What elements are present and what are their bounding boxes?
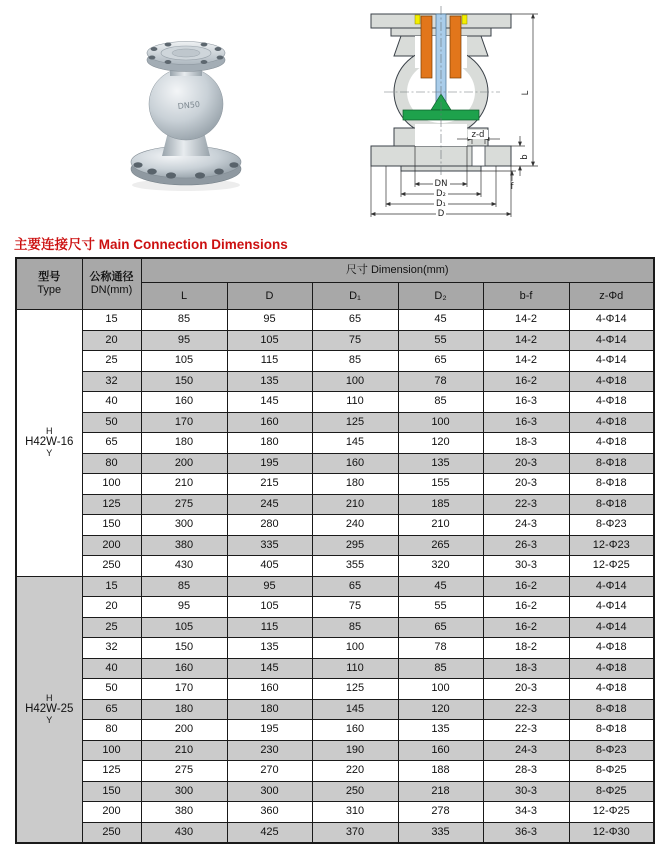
dim-cell: 14-2	[483, 351, 569, 372]
dim-cell: 16-2	[483, 597, 569, 618]
dn-cell: 32	[82, 371, 141, 392]
dim-cell: 30-3	[483, 556, 569, 577]
dim-cell: 210	[141, 474, 227, 495]
dn-cell: 40	[82, 658, 141, 679]
dim-cell: 12-Φ25	[569, 802, 654, 823]
dn-cell: 200	[82, 802, 141, 823]
dn-cell: 50	[82, 679, 141, 700]
dim-cell: 335	[227, 535, 312, 556]
dim-cell: 195	[227, 453, 312, 474]
dim-cell: 4-Φ14	[569, 576, 654, 597]
table-row	[16, 658, 654, 679]
table-wrap	[15, 257, 655, 844]
dn-cell: 20	[82, 330, 141, 351]
dim-cell: 78	[398, 638, 483, 659]
dim-cell: 210	[312, 494, 398, 515]
table-row	[16, 781, 654, 802]
dim-cell: 110	[312, 658, 398, 679]
dim-cell: 220	[312, 761, 398, 782]
dim-cell: 95	[227, 576, 312, 597]
col-header-type-en: Type	[37, 284, 62, 296]
dim-cell: 24-3	[483, 515, 569, 536]
dim-cell: 115	[227, 351, 312, 372]
valve-diagram-svg	[364, 4, 556, 222]
dim-cell: 195	[227, 720, 312, 741]
dim-cell: 335	[398, 822, 483, 843]
page-title	[14, 233, 288, 253]
dimension-table-body	[16, 310, 654, 844]
dim-label-b: b	[520, 154, 530, 160]
dim-cell: 215	[227, 474, 312, 495]
table-row	[16, 576, 654, 597]
dim-cell: 190	[312, 740, 398, 761]
table-row	[16, 535, 654, 556]
dn-cell: 150	[82, 515, 141, 536]
dim-cell: 120	[398, 433, 483, 454]
dim-label-D2: D₂	[436, 189, 446, 199]
dn-cell: 100	[82, 474, 141, 495]
dim-cell: 135	[227, 371, 312, 392]
table-row	[16, 310, 654, 331]
dim-cell: 100	[398, 679, 483, 700]
dim-cell: 370	[312, 822, 398, 843]
dim-cell: 16-3	[483, 392, 569, 413]
dim-cell: 145	[312, 699, 398, 720]
dim-cell: 4-Φ14	[569, 310, 654, 331]
dim-cell: 430	[141, 822, 227, 843]
dim-cell: 145	[312, 433, 398, 454]
table-row	[16, 330, 654, 351]
dim-cell: 18-3	[483, 433, 569, 454]
dim-cell: 145	[227, 392, 312, 413]
body-marking: DN50	[177, 99, 201, 111]
dim-cell: 65	[398, 617, 483, 638]
dim-cell: 355	[312, 556, 398, 577]
table-row	[16, 392, 654, 413]
dim-cell: 16-2	[483, 576, 569, 597]
dim-cell: 170	[141, 412, 227, 433]
dim-cell: 8-Φ23	[569, 515, 654, 536]
dn-cell: 80	[82, 453, 141, 474]
dim-cell: 100	[312, 371, 398, 392]
table-row	[16, 474, 654, 495]
dim-cell: 20-3	[483, 679, 569, 700]
guide-bush-right	[450, 16, 461, 78]
dim-cell: 4-Φ18	[569, 679, 654, 700]
dim-cell: 275	[141, 761, 227, 782]
dim-cell: 160	[227, 412, 312, 433]
dim-cell: 188	[398, 761, 483, 782]
dim-label-DN: DN	[434, 179, 448, 189]
dn-cell: 200	[82, 535, 141, 556]
dim-cell: 75	[312, 330, 398, 351]
dimension-table	[15, 257, 655, 844]
dim-cell: 26-3	[483, 535, 569, 556]
table-row	[16, 822, 654, 843]
dim-cell: 22-3	[483, 494, 569, 515]
dim-cell: 180	[227, 433, 312, 454]
dim-cell: 380	[141, 802, 227, 823]
dim-cell: 85	[312, 617, 398, 638]
dim-label-f: f	[510, 182, 514, 192]
dn-cell: 15	[82, 576, 141, 597]
dim-cell: 65	[398, 351, 483, 372]
dim-cell: 135	[227, 638, 312, 659]
dim-cell: 14-2	[483, 330, 569, 351]
dim-cell: 275	[141, 494, 227, 515]
dim-cell: 380	[141, 535, 227, 556]
dim-cell: 4-Φ18	[569, 371, 654, 392]
dim-cell: 430	[141, 556, 227, 577]
dim-cell: 150	[141, 638, 227, 659]
dim-cell: 65	[312, 576, 398, 597]
table-row	[16, 761, 654, 782]
dim-cell: 85	[312, 351, 398, 372]
dim-cell: 34-3	[483, 802, 569, 823]
dn-cell: 15	[82, 310, 141, 331]
dim-cell: 265	[398, 535, 483, 556]
dim-cell: 8-Φ18	[569, 720, 654, 741]
dim-cell: 8-Φ18	[569, 699, 654, 720]
dim-cell: 180	[141, 433, 227, 454]
dim-cell: 4-Φ18	[569, 658, 654, 679]
dim-cell: 115	[227, 617, 312, 638]
dim-cell: 4-Φ14	[569, 351, 654, 372]
dim-label-D1: D₁	[436, 199, 446, 209]
dim-cell: 180	[227, 699, 312, 720]
dim-cell: 405	[227, 556, 312, 577]
dn-cell: 20	[82, 597, 141, 618]
dim-cell: 218	[398, 781, 483, 802]
top-flange-ring-inner	[172, 49, 200, 57]
valve-cross-section-diagram	[364, 4, 556, 222]
col-header-dim-group: 尺寸 Dimension(mm)	[141, 258, 654, 283]
col-header-dn	[82, 258, 141, 310]
dim-cell: 4-Φ18	[569, 392, 654, 413]
dim-cell: 160	[141, 392, 227, 413]
dim-cell: 170	[141, 679, 227, 700]
dim-label-zd: z-d	[471, 130, 485, 140]
dim-cell: 300	[141, 515, 227, 536]
dim-cell: 85	[141, 310, 227, 331]
type-cell: H H42W-16 Y	[16, 310, 82, 577]
dim-cell: 12-Φ25	[569, 556, 654, 577]
dim-cell: 16-3	[483, 412, 569, 433]
dim-col-header: L	[141, 283, 227, 310]
dim-cell: 4-Φ18	[569, 412, 654, 433]
dim-cell: 270	[227, 761, 312, 782]
dim-col-header: z-Φd	[569, 283, 654, 310]
dim-cell: 4-Φ18	[569, 433, 654, 454]
dim-cell: 4-Φ18	[569, 638, 654, 659]
dim-cell: 160	[141, 658, 227, 679]
dim-cell: 320	[398, 556, 483, 577]
dim-cell: 210	[141, 740, 227, 761]
dim-cell: 30-3	[483, 781, 569, 802]
dim-cell: 200	[141, 453, 227, 474]
dim-cell: 155	[398, 474, 483, 495]
dn-cell: 65	[82, 433, 141, 454]
dim-cell: 150	[141, 371, 227, 392]
dim-col-header: D₁	[312, 283, 398, 310]
dim-cell: 245	[227, 494, 312, 515]
dim-cell: 125	[312, 412, 398, 433]
table-row	[16, 617, 654, 638]
dim-cell: 8-Φ18	[569, 494, 654, 515]
dim-cell: 22-3	[483, 720, 569, 741]
table-row	[16, 371, 654, 392]
dn-cell: 32	[82, 638, 141, 659]
dim-cell: 75	[312, 597, 398, 618]
dim-cell: 12-Φ30	[569, 822, 654, 843]
dn-cell: 250	[82, 556, 141, 577]
dim-cell: 300	[227, 781, 312, 802]
dim-cell: 160	[398, 740, 483, 761]
dim-cell: 278	[398, 802, 483, 823]
dim-cell: 200	[141, 720, 227, 741]
table-row	[16, 351, 654, 372]
guide-bush-left	[421, 16, 432, 78]
dim-col-header: D₂	[398, 283, 483, 310]
dim-cell: 16-2	[483, 617, 569, 638]
dim-cell: 135	[398, 720, 483, 741]
dim-cell: 95	[227, 310, 312, 331]
table-row	[16, 494, 654, 515]
table-row	[16, 740, 654, 761]
table-row	[16, 679, 654, 700]
dim-cell: 85	[398, 658, 483, 679]
dim-cell: 14-2	[483, 310, 569, 331]
dim-cell: 160	[312, 453, 398, 474]
col-header-dn-cn: 公称通径	[89, 271, 134, 284]
dim-cell: 45	[398, 576, 483, 597]
dim-cell: 28-3	[483, 761, 569, 782]
dim-cell: 105	[141, 351, 227, 372]
valve-photo-svg	[116, 34, 256, 194]
dn-cell: 80	[82, 720, 141, 741]
dim-cell: 20-3	[483, 474, 569, 495]
dn-cell: 125	[82, 761, 141, 782]
dim-cell: 8-Φ18	[569, 474, 654, 495]
dim-cell: 65	[312, 310, 398, 331]
dn-cell: 25	[82, 617, 141, 638]
seal-right	[462, 15, 467, 24]
dim-cell: 12-Φ23	[569, 535, 654, 556]
dim-cell: 95	[141, 597, 227, 618]
dim-cell: 20-3	[483, 453, 569, 474]
dim-cell: 85	[141, 576, 227, 597]
dn-cell: 25	[82, 351, 141, 372]
table-row	[16, 720, 654, 741]
seal-left	[415, 15, 420, 24]
dim-cell: 250	[312, 781, 398, 802]
dim-cell: 120	[398, 699, 483, 720]
dim-cell: 55	[398, 597, 483, 618]
dim-col-header: D	[227, 283, 312, 310]
dim-cell: 22-3	[483, 699, 569, 720]
dim-cell: 295	[312, 535, 398, 556]
col-header-type	[16, 258, 82, 310]
dim-cell: 24-3	[483, 740, 569, 761]
dim-cell: 45	[398, 310, 483, 331]
dim-cell: 360	[227, 802, 312, 823]
dim-cell: 280	[227, 515, 312, 536]
dn-cell: 100	[82, 740, 141, 761]
dim-col-header: b-f	[483, 283, 569, 310]
dim-cell: 4-Φ14	[569, 617, 654, 638]
dim-cell: 240	[312, 515, 398, 536]
dim-cell: 105	[141, 617, 227, 638]
dim-cell: 55	[398, 330, 483, 351]
dim-cell: 4-Φ14	[569, 330, 654, 351]
dn-cell: 125	[82, 494, 141, 515]
dn-cell: 250	[82, 822, 141, 843]
dim-cell: 125	[312, 679, 398, 700]
table-row	[16, 433, 654, 454]
dim-cell: 135	[398, 453, 483, 474]
dim-cell: 230	[227, 740, 312, 761]
table-row	[16, 802, 654, 823]
dim-label-L: L	[521, 90, 531, 96]
dim-cell: 110	[312, 392, 398, 413]
dim-cell: 300	[141, 781, 227, 802]
page-title-en: Main Connection Dimensions	[98, 237, 288, 252]
dim-cell: 105	[227, 597, 312, 618]
dim-cell: 18-3	[483, 658, 569, 679]
dim-cell: 180	[141, 699, 227, 720]
dim-label-D: D	[437, 209, 445, 219]
dim-cell: 4-Φ14	[569, 597, 654, 618]
dim-cell: 185	[398, 494, 483, 515]
dn-cell: 40	[82, 392, 141, 413]
table-row	[16, 515, 654, 536]
table-row	[16, 597, 654, 618]
dim-cell: 8-Φ23	[569, 740, 654, 761]
dim-cell: 8-Φ25	[569, 781, 654, 802]
dim-cell: 310	[312, 802, 398, 823]
table-row	[16, 699, 654, 720]
table-row	[16, 556, 654, 577]
table-row	[16, 453, 654, 474]
page-title-cn: 主要连接尺寸	[14, 237, 95, 252]
flange-bolt-hole	[472, 146, 485, 166]
dim-cell: 105	[227, 330, 312, 351]
col-header-dn-en: DN(mm)	[90, 284, 133, 296]
dim-cell: 210	[398, 515, 483, 536]
dim-cell: 160	[227, 679, 312, 700]
dn-cell: 150	[82, 781, 141, 802]
dim-cell: 85	[398, 392, 483, 413]
dim-cell: 8-Φ25	[569, 761, 654, 782]
dim-cell: 78	[398, 371, 483, 392]
valve-photo	[116, 34, 256, 194]
col-header-type-cn: 型号	[38, 271, 61, 284]
dim-cell: 95	[141, 330, 227, 351]
table-row	[16, 412, 654, 433]
dim-cell: 36-3	[483, 822, 569, 843]
dim-cell: 8-Φ18	[569, 453, 654, 474]
dim-cell: 16-2	[483, 371, 569, 392]
type-cell: H H42W-25 Y	[16, 576, 82, 843]
dn-cell: 65	[82, 699, 141, 720]
dim-cell: 18-2	[483, 638, 569, 659]
dim-cell: 425	[227, 822, 312, 843]
dim-cell: 100	[398, 412, 483, 433]
dim-cell: 100	[312, 638, 398, 659]
dim-cell: 145	[227, 658, 312, 679]
dim-cell: 160	[312, 720, 398, 741]
dn-cell: 50	[82, 412, 141, 433]
dim-cell: 180	[312, 474, 398, 495]
table-row	[16, 638, 654, 659]
